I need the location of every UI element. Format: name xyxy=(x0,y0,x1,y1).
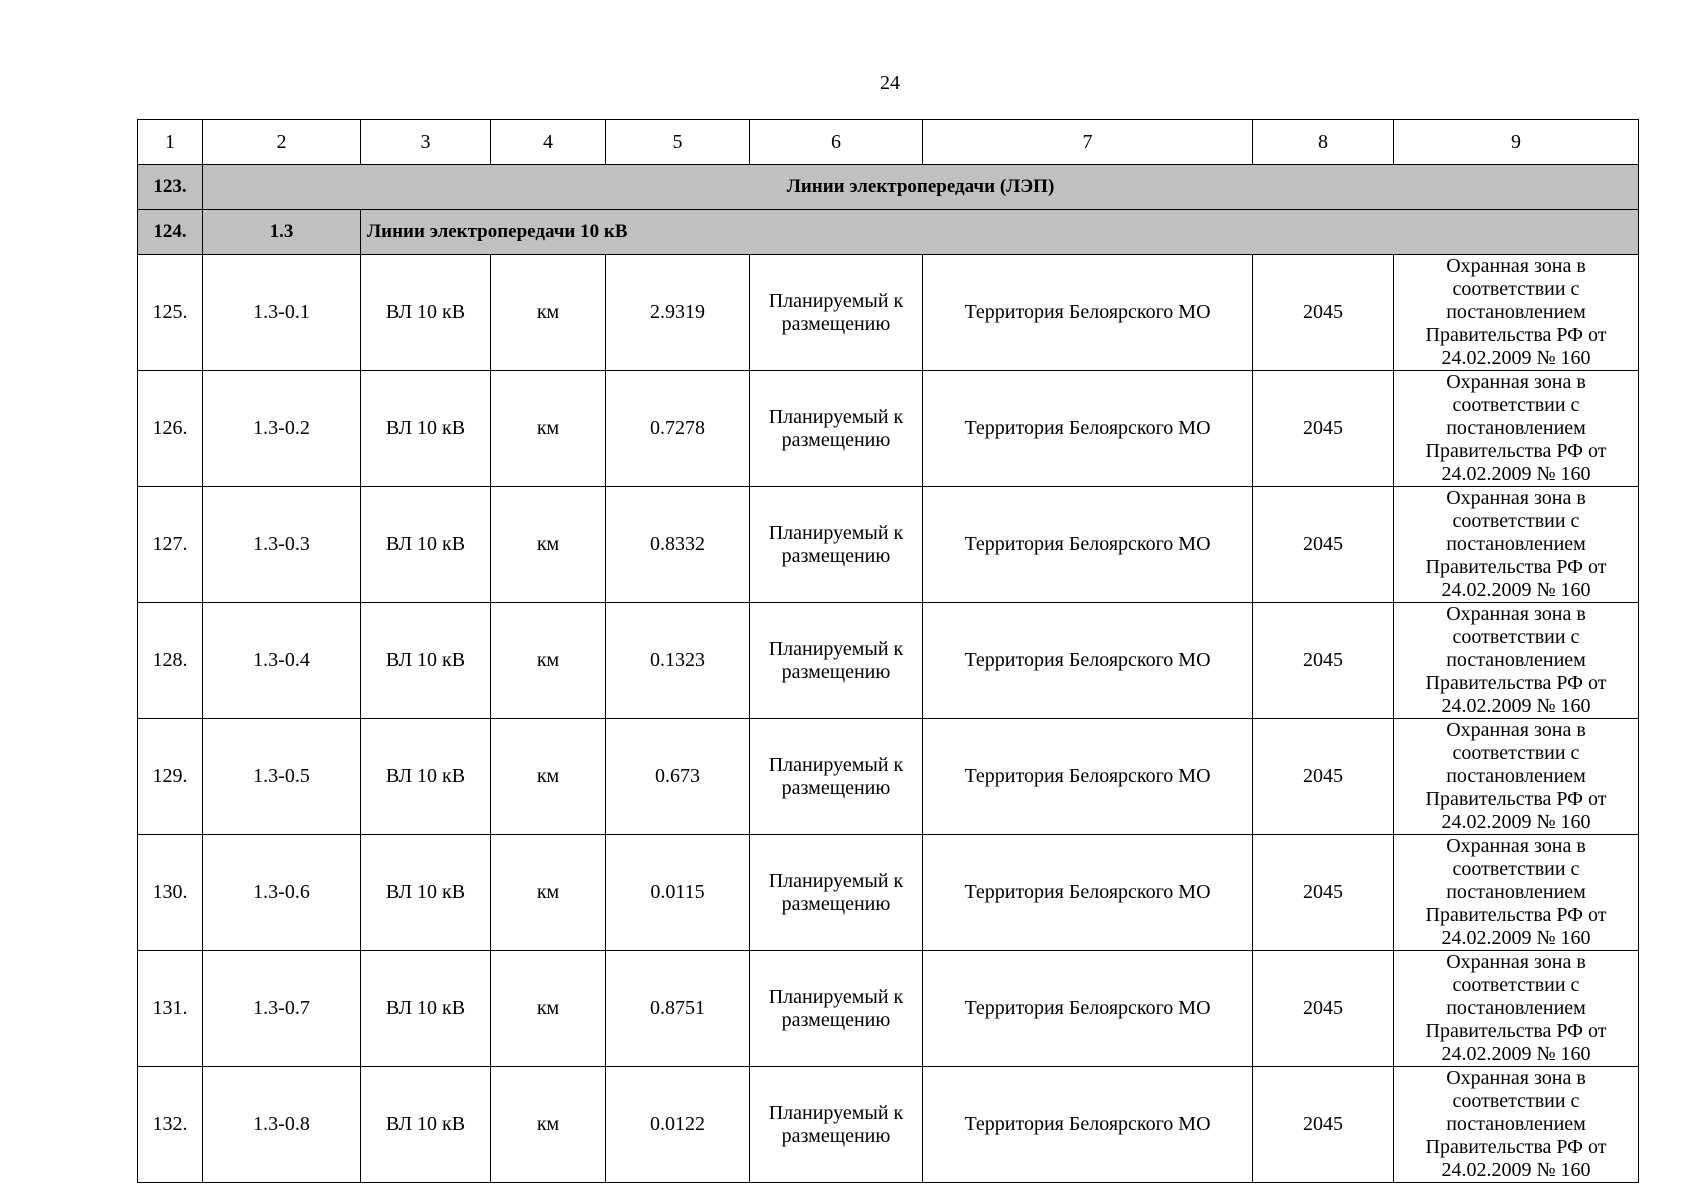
row-unit: км xyxy=(491,951,606,1067)
row-zone: Охранная зона в соответствии с постановлением Правительства РФ от 24.02.2009 № 160 xyxy=(1394,255,1639,371)
row-unit: км xyxy=(491,603,606,719)
row-code: 1.3-0.8 xyxy=(203,1067,361,1183)
row-location: Территория Белоярского МО xyxy=(923,835,1253,951)
row-name: ВЛ 10 кВ xyxy=(361,951,491,1067)
section-number: 124. xyxy=(138,210,203,255)
row-value: 0.0122 xyxy=(606,1067,750,1183)
row-value: 0.673 xyxy=(606,719,750,835)
row-status: Планируемый к размещению xyxy=(750,835,923,951)
table-row xyxy=(138,835,1639,951)
row-value: 0.8751 xyxy=(606,951,750,1067)
subsection-row xyxy=(138,210,1639,255)
row-unit: км xyxy=(491,371,606,487)
column-number: 2 xyxy=(203,120,361,165)
row-code: 1.3-0.1 xyxy=(203,255,361,371)
row-code: 1.3-0.6 xyxy=(203,835,361,951)
row-year: 2045 xyxy=(1253,371,1394,487)
row-unit: км xyxy=(491,1067,606,1183)
row-number: 131. xyxy=(138,951,203,1067)
row-status: Планируемый к размещению xyxy=(750,951,923,1067)
row-code: 1.3-0.4 xyxy=(203,603,361,719)
row-zone: Охранная зона в соответствии с постановлением Правительства РФ от 24.02.2009 № 160 xyxy=(1394,603,1639,719)
row-code: 1.3-0.5 xyxy=(203,719,361,835)
row-zone: Охранная зона в соответствии с постановлением Правительства РФ от 24.02.2009 № 160 xyxy=(1394,835,1639,951)
row-year: 2045 xyxy=(1253,951,1394,1067)
table-row xyxy=(138,255,1639,371)
row-zone: Охранная зона в соответствии с постановлением Правительства РФ от 24.02.2009 № 160 xyxy=(1394,951,1639,1067)
row-location: Территория Белоярского МО xyxy=(923,371,1253,487)
row-number: 127. xyxy=(138,487,203,603)
table-row xyxy=(138,371,1639,487)
row-location: Территория Белоярского МО xyxy=(923,487,1253,603)
row-zone: Охранная зона в соответствии с постановлением Правительства РФ от 24.02.2009 № 160 xyxy=(1394,1067,1639,1183)
row-number: 128. xyxy=(138,603,203,719)
section-number: 123. xyxy=(138,165,203,210)
row-year: 2045 xyxy=(1253,487,1394,603)
row-year: 2045 xyxy=(1253,719,1394,835)
row-value: 0.8332 xyxy=(606,487,750,603)
row-year: 2045 xyxy=(1253,1067,1394,1183)
column-number: 7 xyxy=(923,120,1253,165)
row-name: ВЛ 10 кВ xyxy=(361,255,491,371)
table-row xyxy=(138,1067,1639,1183)
row-location: Территория Белоярского МО xyxy=(923,1067,1253,1183)
row-unit: км xyxy=(491,835,606,951)
row-unit: км xyxy=(491,719,606,835)
section-row xyxy=(138,165,1639,210)
row-name: ВЛ 10 кВ xyxy=(361,835,491,951)
row-value: 2.9319 xyxy=(606,255,750,371)
row-zone: Охранная зона в соответствии с постановлением Правительства РФ от 24.02.2009 № 160 xyxy=(1394,719,1639,835)
column-number: 8 xyxy=(1253,120,1394,165)
column-number: 4 xyxy=(491,120,606,165)
row-number: 130. xyxy=(138,835,203,951)
column-number: 1 xyxy=(138,120,203,165)
row-location: Территория Белоярского МО xyxy=(923,255,1253,371)
row-status: Планируемый к размещению xyxy=(750,1067,923,1183)
row-unit: км xyxy=(491,255,606,371)
column-number: 5 xyxy=(606,120,750,165)
row-location: Территория Белоярского МО xyxy=(923,603,1253,719)
row-zone: Охранная зона в соответствии с постановлением Правительства РФ от 24.02.2009 № 160 xyxy=(1394,487,1639,603)
row-status: Планируемый к размещению xyxy=(750,603,923,719)
row-number: 126. xyxy=(138,371,203,487)
column-number: 6 xyxy=(750,120,923,165)
row-name: ВЛ 10 кВ xyxy=(361,603,491,719)
row-name: ВЛ 10 кВ xyxy=(361,371,491,487)
row-number: 129. xyxy=(138,719,203,835)
table-row xyxy=(138,719,1639,835)
row-location: Территория Белоярского МО xyxy=(923,719,1253,835)
row-status: Планируемый к размещению xyxy=(750,255,923,371)
row-code: 1.3-0.2 xyxy=(203,371,361,487)
row-status: Планируемый к размещению xyxy=(750,487,923,603)
row-number: 125. xyxy=(138,255,203,371)
row-code: 1.3-0.7 xyxy=(203,951,361,1067)
section-code: 1.3 xyxy=(203,210,361,255)
row-value: 0.7278 xyxy=(606,371,750,487)
row-number: 132. xyxy=(138,1067,203,1183)
row-name: ВЛ 10 кВ xyxy=(361,487,491,603)
row-location: Территория Белоярского МО xyxy=(923,951,1253,1067)
table-row xyxy=(138,951,1639,1067)
row-name: ВЛ 10 кВ xyxy=(361,719,491,835)
row-status: Планируемый к размещению xyxy=(750,371,923,487)
objects-table xyxy=(137,119,1639,1183)
column-number-row xyxy=(138,120,1639,165)
row-year: 2045 xyxy=(1253,835,1394,951)
column-number: 9 xyxy=(1394,120,1639,165)
row-value: 0.0115 xyxy=(606,835,750,951)
row-zone: Охранная зона в соответствии с постановлением Правительства РФ от 24.02.2009 № 160 xyxy=(1394,371,1639,487)
table-row xyxy=(138,487,1639,603)
section-title: Линии электропередачи (ЛЭП) xyxy=(203,165,1639,210)
row-year: 2045 xyxy=(1253,603,1394,719)
row-year: 2045 xyxy=(1253,255,1394,371)
table-row xyxy=(138,603,1639,719)
section-title: Линии электропередачи 10 кВ xyxy=(361,210,1639,255)
row-value: 0.1323 xyxy=(606,603,750,719)
column-number: 3 xyxy=(361,120,491,165)
page-number: 24 xyxy=(880,72,900,94)
row-status: Планируемый к размещению xyxy=(750,719,923,835)
row-unit: км xyxy=(491,487,606,603)
row-code: 1.3-0.3 xyxy=(203,487,361,603)
row-name: ВЛ 10 кВ xyxy=(361,1067,491,1183)
